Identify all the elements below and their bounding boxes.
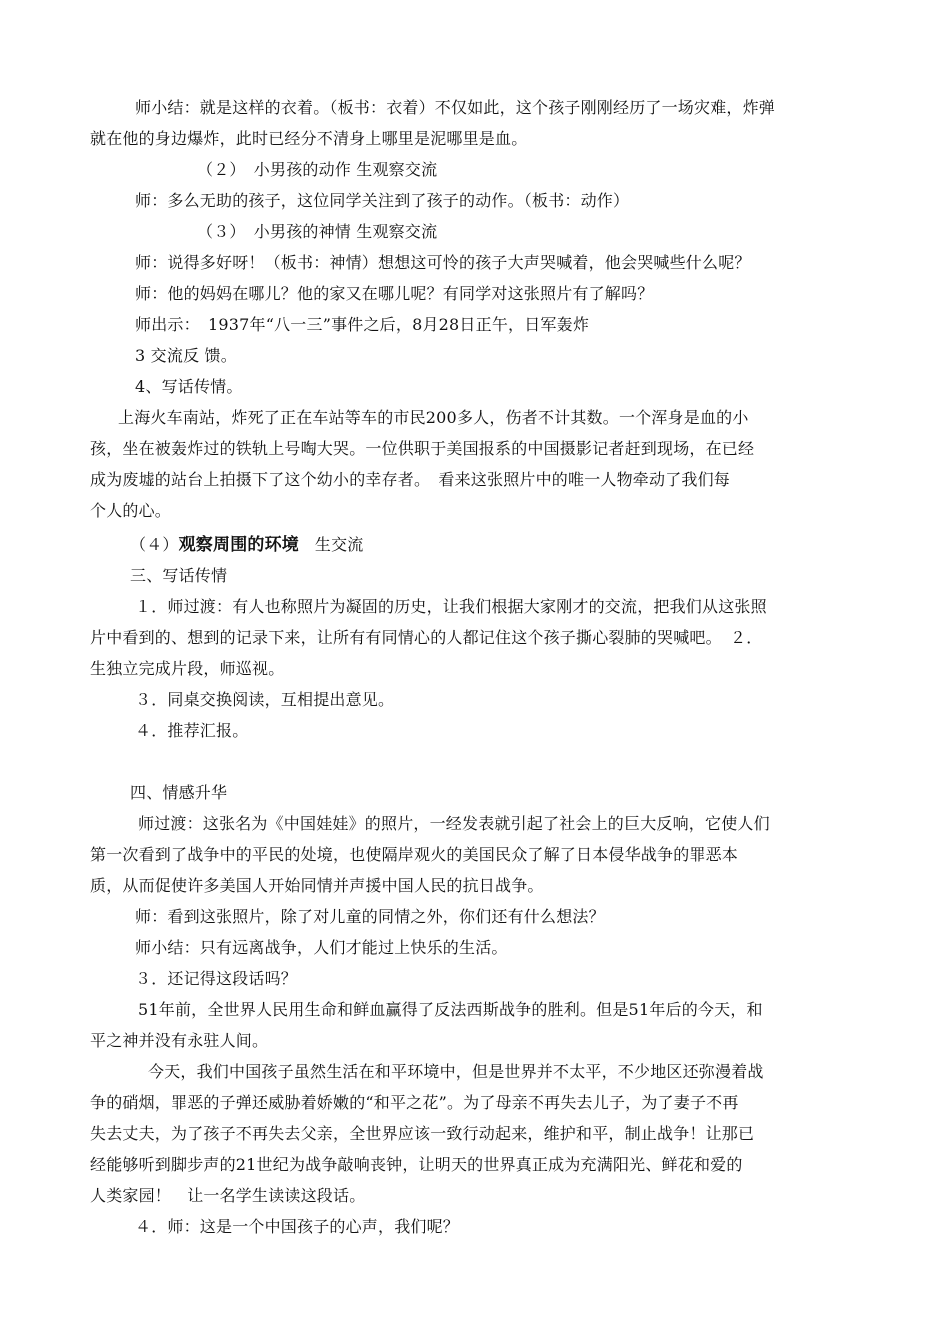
list-item: ３．同桌交换阅读，互相提出意见。 [135, 690, 395, 709]
text-line: 成为废墟的站台上拍摄下了这个幼小的幸存者。 看来这张照片中的唯一人物牵动了我们每 [90, 470, 731, 489]
text-line: 51年前，全世界人民用生命和鲜血赢得了反法西斯战争的胜利。但是51年后的今天，和 [138, 1000, 763, 1019]
text-line: 孩，坐在被轰炸过的铁轨上号啕大哭。一位供职于美国报系的中国摄影记者赶到现场，在已经 [90, 439, 755, 458]
text-line: 师：说得多好呀！（板书：神情）想想这可怜的孩子大声哭喊着，他会哭喊些什么呢？ [135, 253, 751, 272]
list-item: ３．还记得这段话吗？ [135, 969, 298, 988]
text-line: 上海火车南站，炸死了正在车站等车的市民200多人，伤者不计其数。一个浑身是血的小 [118, 408, 749, 427]
section-step: 4、写话传情。 [135, 377, 243, 396]
text-line: 师：他的妈妈在哪儿？他的家又在哪儿呢？有同学对这张照片有了解吗？ [135, 284, 654, 303]
text-line: 个人的心。 [90, 501, 172, 520]
list-heading: 观察周围的环境 [178, 535, 300, 555]
text-line: 今天，我们中国孩子虽然生活在和平环境中，但是世界并不太平，不少地区还弥漫着战 [148, 1062, 764, 1081]
text-line: 3 交流反 馈。 [135, 346, 237, 365]
text-line: 片中看到的、想到的记录下来，让所有有同情心的人都记住这个孩子撕心裂肺的哭喊吧。 ２． [90, 628, 763, 647]
section-heading: 三、写话传情 [130, 566, 228, 585]
text-line: 生独立完成片段，师巡视。 [90, 659, 285, 678]
list-item: ４．师：这是一个中国孩子的心声，我们呢？ [135, 1217, 460, 1236]
text-line: 师小结：就是这样的衣着。（板书：衣着）不仅如此，这个孩子刚刚经历了一场灾难，炸弹 [135, 98, 776, 117]
list-item: （３） 小男孩的神情 生观察交流 [197, 222, 438, 241]
section-heading: 四、情感升华 [130, 783, 228, 802]
text-line: 争的硝烟，罪恶的子弹还威胁着娇嫩的“和平之花”。为了母亲不再失去儿子，为了妻子不再 [90, 1093, 739, 1112]
text-line: 师：看到这张照片，除了对儿童的同情之外，你们还有什么想法？ [135, 907, 605, 926]
text-line: 平之神并没有永驻人间。 [90, 1031, 269, 1050]
text-line: 经能够听到脚步声的21世纪为战争敲响丧钟，让明天的世界真正成为充满阳光、鲜花和爱的 [90, 1155, 743, 1174]
list-item [130, 534, 950, 556]
text-line: 第一次看到了战争中的平民的处境，也使隔岸观火的美国民众了解了日本侵华战争的罪恶本 [90, 845, 739, 864]
text-line: １．师过渡：有人也称照片为凝固的历史，让我们根据大家刚才的交流，把我们从这张照 [135, 597, 767, 616]
text-line: 师过渡：这张名为《中国娃娃》的照片，一经发表就引起了社会上的巨大反响，它使人们 [138, 814, 770, 833]
text-line: 人类家园！ 让一名学生读读这段话。 [90, 1186, 366, 1205]
text-line: 失去丈夫，为了孩子不再失去父亲，全世界应该一致行动起来，维护和平，制止战争！让那已 [90, 1124, 755, 1143]
list-item: （２） 小男孩的动作 生观察交流 [197, 160, 438, 179]
text-line: 师小结：只有远离战争，人们才能过上快乐的生活。 [135, 938, 508, 957]
list-item: ４．推荐汇报。 [135, 721, 249, 740]
text-line: 师出示： 1937年“八一三”事件之后，8月28日正午，日军轰炸 [135, 315, 590, 334]
text-line: 师：多么无助的孩子，这位同学关注到了孩子的动作。（板书：动作） [135, 191, 630, 210]
list-number: （４） [130, 535, 179, 554]
text-line: 质，从而促使许多美国人开始同情并声援中国人民的抗日战争。 [90, 876, 544, 895]
list-spacer [299, 535, 315, 554]
text-line: 就在他的身边爆炸，此时已经分不清身上哪里是泥哪里是血。 [90, 129, 528, 148]
list-note: 生交流 [314, 535, 364, 554]
